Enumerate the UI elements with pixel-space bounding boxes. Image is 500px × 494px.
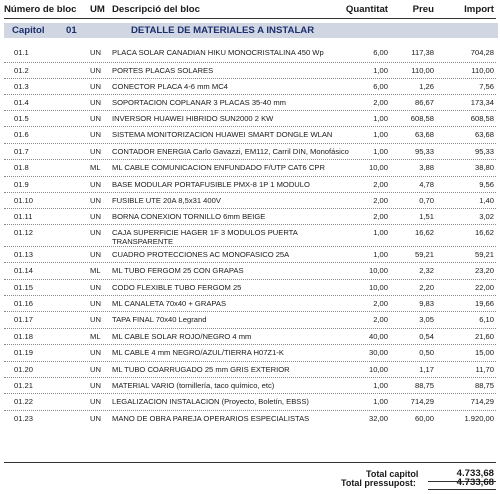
item-price: 0,54 — [419, 332, 434, 341]
item-quantity: 32,00 — [368, 414, 388, 423]
item-price: 86,67 — [414, 98, 434, 107]
item-code: 01.8 — [14, 163, 29, 172]
item-amount: 88,75 — [474, 381, 494, 390]
item-quantity: 6,00 — [373, 48, 388, 57]
item-description: TAPA FINAL 70x40 Legrand — [112, 315, 207, 324]
item-amount: 7,56 — [479, 82, 494, 91]
table-row — [0, 66, 500, 78]
header-price: Preu — [412, 4, 434, 15]
table-row — [0, 228, 500, 248]
table-row — [0, 212, 500, 224]
item-price: 714,29 — [410, 397, 434, 406]
chapter-number: 01 — [66, 25, 77, 36]
header-quantity: Quantitat — [345, 4, 388, 15]
item-code: 01.6 — [14, 130, 29, 139]
item-amount: 22,00 — [474, 283, 494, 292]
item-description: ML CANALETA 70x40 + GRAPAS — [112, 299, 227, 308]
item-quantity: 2,00 — [373, 98, 388, 107]
total-chapter-value: 4.733,68 — [456, 468, 494, 479]
item-unit: UN — [90, 365, 101, 374]
header-code: Número de bloc — [4, 4, 77, 15]
item-quantity: 1,00 — [373, 397, 388, 406]
item-unit: ML — [90, 163, 101, 172]
item-quantity: 2,00 — [373, 212, 388, 221]
row-divider — [4, 78, 496, 79]
table-row — [0, 98, 500, 110]
item-description: LEGALIZACION INSTALACION (Proyecto, Boletín, EBSS) — [112, 397, 309, 406]
item-unit: UN — [90, 114, 101, 123]
item-amount: 110,00 — [471, 66, 494, 75]
row-divider — [4, 262, 496, 263]
item-description: PORTES PLACAS SOLARES — [112, 66, 214, 75]
item-price: 1,51 — [419, 212, 434, 221]
table-row — [0, 283, 500, 295]
item-code: 01.9 — [14, 180, 29, 189]
item-quantity: 1,00 — [373, 130, 388, 139]
item-description: CUADRO PROTECCIONES AC MONOFASICO 25A — [112, 250, 290, 259]
item-unit: UN — [90, 299, 101, 308]
table-row — [0, 332, 500, 344]
item-amount: 63,68 — [474, 130, 494, 139]
row-divider — [4, 159, 496, 160]
item-price: 9,83 — [419, 299, 434, 308]
item-quantity: 30,00 — [368, 348, 388, 357]
item-unit: UN — [90, 180, 101, 189]
item-amount: 1.920,00 — [464, 414, 494, 423]
item-code: 01.3 — [14, 82, 29, 91]
row-divider — [4, 279, 496, 280]
item-unit: UN — [90, 196, 101, 205]
table-end-divider — [4, 462, 496, 463]
table-row — [0, 250, 500, 262]
item-quantity: 2,00 — [373, 299, 388, 308]
item-code: 01.23 — [14, 414, 34, 423]
item-price: 1,17 — [419, 365, 434, 374]
item-quantity: 1,00 — [373, 66, 388, 75]
item-amount: 23,20 — [474, 266, 494, 275]
row-divider — [4, 192, 496, 193]
item-price: 2,32 — [419, 266, 434, 275]
row-divider — [4, 328, 496, 329]
item-price: 95,33 — [414, 147, 434, 156]
table-row — [0, 147, 500, 159]
item-description: PLACA SOLAR CANADIAN HIKU MONOCRISTALINA 450 Wp — [112, 48, 324, 57]
table-row — [0, 348, 500, 360]
item-code: 01.19 — [14, 348, 34, 357]
row-divider — [4, 344, 496, 345]
item-amount: 21,60 — [474, 332, 494, 341]
item-description: SISTEMA MONITORIZACION HUAWEI SMART DONGLE WLAN — [112, 130, 333, 139]
item-unit: UN — [90, 147, 101, 156]
item-quantity: 10,00 — [368, 283, 388, 292]
table-row — [0, 180, 500, 192]
table-row — [0, 381, 500, 393]
total-chapter-label: Total capitol — [366, 469, 419, 479]
item-price: 88,75 — [414, 381, 434, 390]
item-description: ML CABLE COMUNICACION ENFUNDADO F/UTP CAT6 CPR — [112, 163, 325, 172]
item-code: 01.7 — [14, 147, 29, 156]
item-price: 3,05 — [419, 315, 434, 324]
header-um: UM — [90, 4, 105, 15]
row-divider — [4, 224, 496, 225]
header-amount: Import — [464, 4, 494, 15]
item-unit: UN — [90, 348, 101, 357]
item-quantity: 2,00 — [373, 196, 388, 205]
item-unit: UN — [90, 98, 101, 107]
item-code: 01.1 — [14, 48, 29, 57]
item-unit: UN — [90, 315, 101, 324]
table-row — [0, 82, 500, 94]
item-description: CONTADOR ENERGIA Carlo Gavazzi, EM112, Carril DIN, Monofásico — [112, 147, 349, 156]
item-description: CAJA SUPERFICIE HAGER 1F 3 MODULOS PUERTA TRANSPARENTE — [112, 228, 298, 246]
total-budget-label: Total pressupost: — [341, 478, 416, 488]
item-code: 01.21 — [14, 381, 34, 390]
row-divider — [4, 377, 496, 378]
table-row — [0, 114, 500, 126]
item-code: 01.4 — [14, 98, 29, 107]
item-amount: 6,10 — [479, 315, 494, 324]
item-price: 0,50 — [419, 348, 434, 357]
item-unit: ML — [90, 266, 101, 275]
item-unit: UN — [90, 130, 101, 139]
row-divider — [4, 295, 496, 296]
item-amount: 714,29 — [470, 397, 494, 406]
item-code: 01.18 — [14, 332, 34, 341]
item-quantity: 1,00 — [373, 147, 388, 156]
item-price: 3,88 — [419, 163, 434, 172]
item-amount: 173,34 — [470, 98, 494, 107]
total-budget-rule — [428, 489, 496, 490]
table-row — [0, 365, 500, 377]
item-price: 608,58 — [410, 114, 434, 123]
item-description: MANO DE OBRA PAREJA OPERARIOS ESPECIALISTAS — [112, 414, 310, 423]
item-quantity: 2,00 — [373, 180, 388, 189]
item-code: 01.20 — [14, 365, 34, 374]
item-code: 01.22 — [14, 397, 34, 406]
item-price: 60,00 — [414, 414, 434, 423]
item-description: ML CABLE 4 mm NEGRO/AZUL/TIERRA H07Z1-K — [112, 348, 284, 357]
item-unit: UN — [90, 250, 101, 259]
row-divider — [4, 110, 496, 111]
header-divider — [4, 18, 496, 19]
item-code: 01.11 — [14, 212, 33, 221]
chapter-bar — [4, 23, 498, 38]
item-description: BASE MODULAR PORTAFUSIBLE PMX-8 1P 1 MODULO — [112, 180, 310, 189]
item-quantity: 1,00 — [373, 250, 388, 259]
item-code: 01.13 — [14, 250, 34, 259]
table-row — [0, 196, 500, 208]
table-row — [0, 163, 500, 175]
item-amount: 19,66 — [474, 299, 494, 308]
item-quantity: 40,00 — [368, 332, 388, 341]
table-row — [0, 266, 500, 278]
row-divider — [4, 126, 496, 127]
item-unit: UN — [90, 228, 101, 237]
item-amount: 704,28 — [470, 48, 494, 57]
header-description: Descripció del bloc — [112, 4, 200, 15]
item-code: 01.2 — [14, 66, 29, 75]
row-divider — [4, 361, 496, 362]
total-budget-value: 4.733,68 — [456, 477, 494, 488]
row-divider — [4, 176, 496, 177]
item-amount: 3,02 — [479, 212, 494, 221]
item-amount: 11,70 — [475, 365, 494, 374]
row-divider — [4, 246, 496, 247]
item-quantity: 10,00 — [368, 266, 388, 275]
item-code: 01.10 — [14, 196, 34, 205]
item-description: CONECTOR PLACA 4-6 mm MC4 — [112, 82, 228, 91]
item-unit: UN — [90, 397, 101, 406]
row-divider — [4, 62, 496, 63]
table-row — [0, 414, 500, 434]
item-code: 01.14 — [14, 266, 34, 275]
table-row — [0, 48, 500, 60]
item-price: 59,21 — [414, 250, 434, 259]
item-description: ML TUBO FERGOM 25 CON GRAPAS — [112, 266, 244, 275]
item-price: 2,20 — [419, 283, 434, 292]
chapter-title: DETALLE DE MATERIALES A INSTALAR — [131, 25, 315, 36]
item-amount: 16,62 — [474, 228, 494, 237]
row-divider — [4, 208, 496, 209]
item-price: 1,26 — [419, 82, 434, 91]
item-quantity: 10,00 — [368, 365, 388, 374]
item-description: FUSIBLE UTE 20A 8,5x31 400V — [112, 196, 221, 205]
item-amount: 95,33 — [474, 147, 494, 156]
item-quantity: 10,00 — [368, 163, 388, 172]
item-description: MATERIAL VARIO (tornillería, taco químico, etc) — [112, 381, 275, 390]
row-divider — [4, 143, 496, 144]
item-price: 0,70 — [419, 196, 434, 205]
item-unit: UN — [90, 82, 101, 91]
item-code: 01.5 — [14, 114, 29, 123]
row-divider — [4, 311, 496, 312]
item-quantity: 2,00 — [373, 315, 388, 324]
item-quantity: 1,00 — [373, 114, 388, 123]
item-unit: UN — [90, 381, 101, 390]
chapter-label: Capitol — [12, 25, 45, 36]
item-unit: UN — [90, 48, 101, 57]
item-unit: UN — [90, 66, 101, 75]
item-unit: UN — [90, 414, 101, 423]
table-row — [0, 397, 500, 409]
item-code: 01.15 — [14, 283, 34, 292]
row-divider — [4, 94, 496, 95]
row-divider — [4, 410, 496, 411]
item-amount: 608,58 — [470, 114, 494, 123]
item-amount: 38,80 — [474, 163, 494, 172]
item-code: 01.12 — [14, 228, 34, 237]
item-quantity: 1,00 — [373, 381, 388, 390]
item-description: BORNA CONEXION TORNILLO 6mm BEIGE — [112, 212, 266, 221]
table-row — [0, 299, 500, 311]
item-amount: 9,56 — [479, 180, 494, 189]
item-amount: 59,21 — [474, 250, 494, 259]
item-quantity: 1,00 — [373, 228, 388, 237]
table-row — [0, 315, 500, 327]
item-quantity: 6,00 — [373, 82, 388, 91]
table-row — [0, 130, 500, 142]
item-amount: 1,40 — [479, 196, 494, 205]
item-description: CODO FLEXIBLE TUBO FERGOM 25 — [112, 283, 242, 292]
item-unit: ML — [90, 332, 101, 341]
row-divider — [4, 393, 496, 394]
item-price: 63,68 — [414, 130, 434, 139]
item-price: 4,78 — [419, 180, 434, 189]
item-code: 01.17 — [14, 315, 34, 324]
item-unit: UN — [90, 283, 101, 292]
item-price: 110,00 — [411, 66, 434, 75]
item-description: INVERSOR HUAWEI HIBRIDO SUN2000 2 KW — [112, 114, 274, 123]
item-description: SOPORTACION COPLANAR 3 PLACAS 35-40 mm — [112, 98, 287, 107]
item-price: 16,62 — [414, 228, 434, 237]
item-unit: UN — [90, 212, 101, 221]
item-description: ML CABLE SOLAR ROJO/NEGRO 4 mm — [112, 332, 252, 341]
item-amount: 15,00 — [474, 348, 494, 357]
item-description: ML TUBO COARRUGADO 25 mm GRIS EXTERIOR — [112, 365, 290, 374]
item-code: 01.16 — [14, 299, 34, 308]
item-price: 117,38 — [411, 48, 434, 57]
